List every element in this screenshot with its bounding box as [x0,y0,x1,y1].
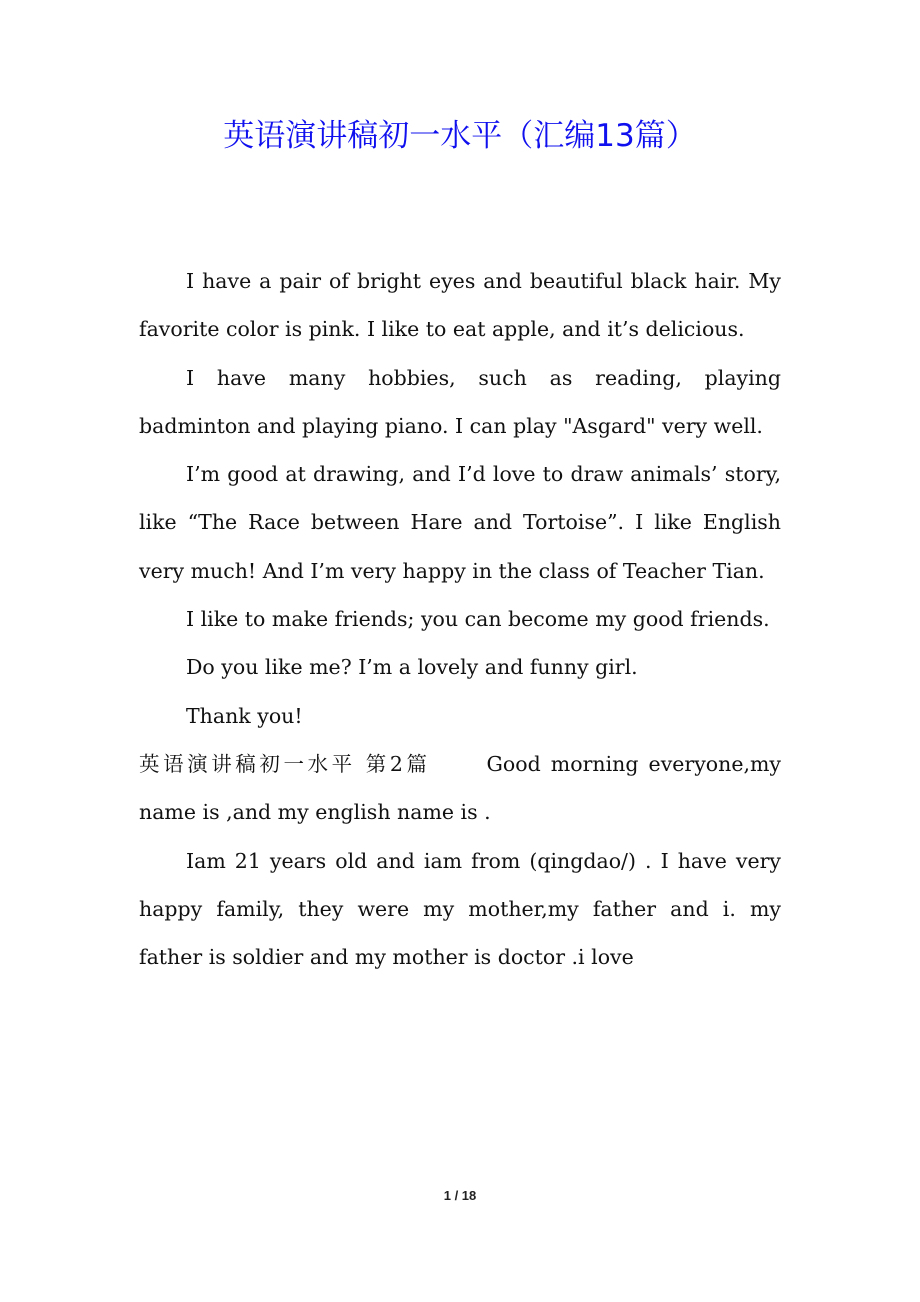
section-2-paragraph-1: Good morning everyone,my name is ,and my english name is . [139,751,781,825]
section-2-paragraph-2: Iam 21 years old and iam from (qingdao/) . I have very happy family, they were my mother,my father and i. my father is soldier and my mother is doctor .i love [139,848,781,970]
document-body [139,257,781,981]
paragraph-4: I like to make friends; you can become my good friends. [186,607,770,632]
document-title: 英语演讲稿初一水平（汇编13篇） [223,118,697,154]
section-2-opening [139,740,781,837]
section-2-heading: 英语演讲稿初一水平 第2篇 [139,751,431,776]
paragraph-5: Do you like me? I’m a lovely and funny girl. [186,655,638,680]
paragraph-6: Thank you! [186,703,303,728]
paragraph-1: I have a pair of bright eyes and beautiful black hair. My favorite color is pink. I like to eat apple, and it’s delicious. [139,269,781,342]
page-number: 1 / 18 [443,1188,477,1203]
paragraph-2: I have many hobbies, such as reading, playing badminton and playing piano. I can play "Asgard" very well. [139,365,781,438]
paragraph-3: I’m good at drawing, and I’d love to draw animals’ story, like “The Race between Hare and Tortoise”. I like English very much! And I’m very happy in the class of Teacher Tian. [139,462,781,583]
